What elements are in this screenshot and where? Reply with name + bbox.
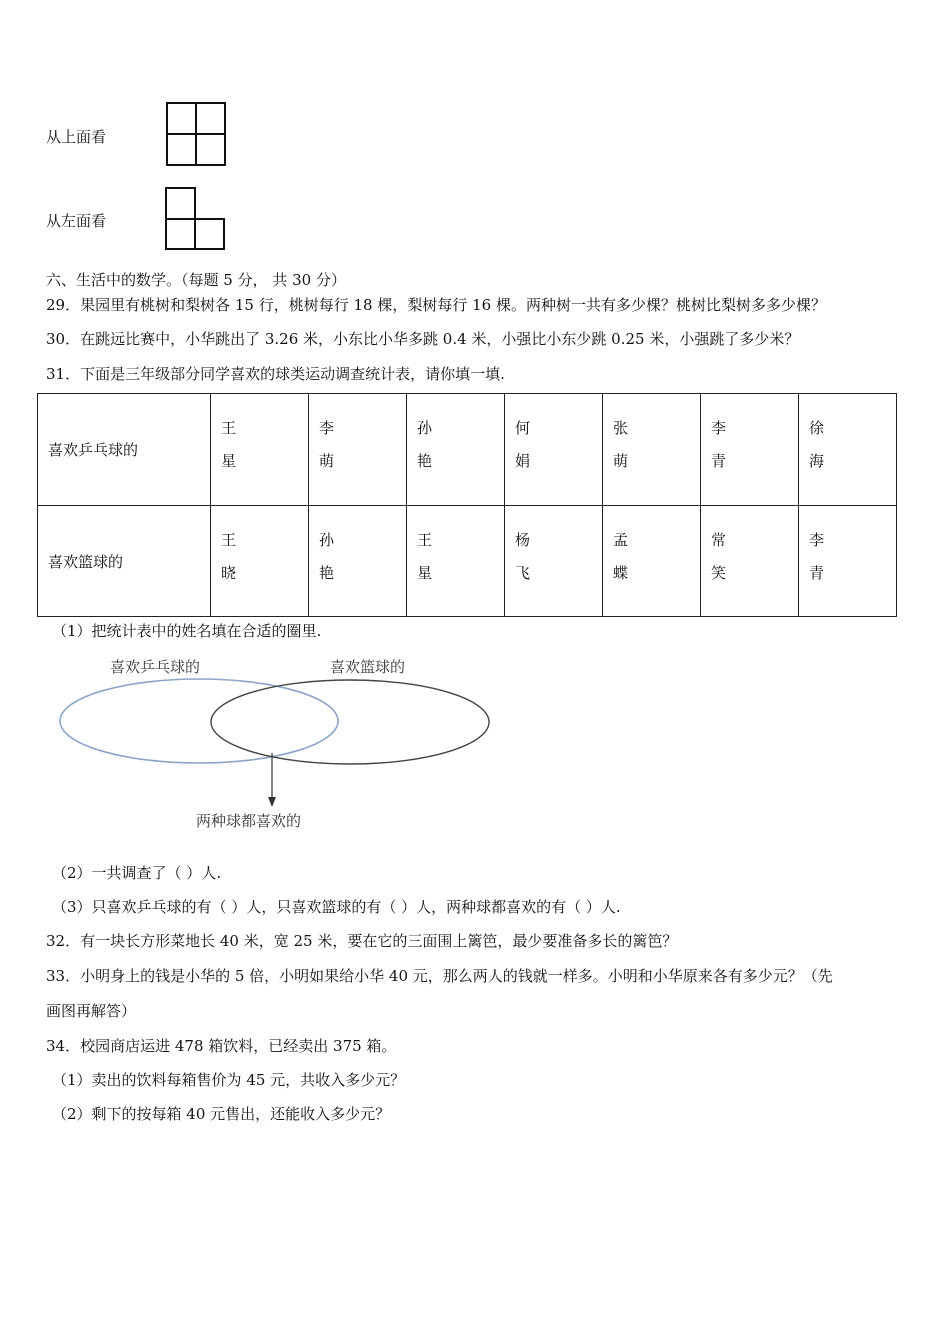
name-cell: 何 娟: [504, 394, 602, 506]
question-31: 31．下面是三年级部分同学喜欢的球类运动调查统计表，请你填一填.: [46, 365, 505, 383]
top-view-figure: [165, 101, 227, 167]
name-cell: 孙 艳: [406, 394, 504, 506]
row-label-pingpong: 喜欢乒乓球的: [38, 394, 211, 506]
venn-right-label: 喜欢篮球的: [330, 658, 406, 676]
name-cell: 杨 飞: [504, 506, 602, 617]
venn-right-circle: [211, 680, 489, 764]
name-cell: 徐 海: [798, 394, 896, 506]
venn-both-label: 两种球都喜欢的: [196, 812, 302, 830]
section6-heading: 六、生活中的数学。（每题 5 分， 共 30 分）: [46, 271, 346, 289]
question-30: 30．在跳远比赛中，小华跳出了 3.26 米，小东比小华多跳 0.4 米，小强比小东少跳 0.25 米，小强跳了多少米？: [46, 330, 800, 348]
question-34: 34．校园商店运进 478 箱饮料，已经卖出 375 箱。: [46, 1037, 397, 1055]
venn-arrow-head: [268, 797, 276, 807]
name-cell: 孟 蝶: [602, 506, 700, 617]
question-31-sub3: （3）只喜欢乒乓球的有（ ）人，只喜欢篮球的有（ ）人，两种球都喜欢的有（ ）人.: [52, 898, 621, 916]
question-34-sub2: （2）剩下的按每箱 40 元售出，还能收入多少元？: [52, 1105, 391, 1123]
name-cell: 李 青: [798, 506, 896, 617]
question-32: 32．有一块长方形菜地长 40 米，宽 25 米，要在它的三面围上篱笆，最少要准备多长的篱笆？: [46, 932, 678, 950]
name-cell: 常 笑: [700, 506, 798, 617]
survey-table: [37, 393, 897, 617]
name-cell: 王 晓: [210, 506, 308, 617]
name-cell: 孙 艳: [308, 506, 406, 617]
question-33-line1: 33．小明身上的钱是小华的 5 倍，小明如果给小华 40 元，那么两人的钱就一样多。小明和小华原来各有多少元？（先: [46, 967, 833, 985]
question-29: 29．果园里有桃树和梨树各 15 行，桃树每行 18 棵，梨树每行 16 棵。两种树一共有多少棵？桃树比梨树多多少棵？: [46, 296, 826, 314]
question-34-sub1: （1）卖出的饮料每箱售价为 45 元，共收入多少元？: [52, 1071, 406, 1089]
view-top-label: 从上面看: [46, 128, 107, 146]
name-cell: 王 星: [406, 506, 504, 617]
name-cell: 李 青: [700, 394, 798, 506]
left-view-figure: [164, 186, 226, 252]
name-cell: 张 萌: [602, 394, 700, 506]
name-cell: 王 星: [210, 394, 308, 506]
name-cell: 李 萌: [308, 394, 406, 506]
venn-left-label: 喜欢乒乓球的: [110, 658, 201, 676]
venn-diagram: [55, 675, 500, 815]
view-left-label: 从左面看: [46, 212, 107, 230]
table-row: [38, 506, 897, 617]
question-31-sub1: （1）把统计表中的姓名填在合适的圈里.: [52, 622, 322, 640]
question-31-sub2: （2）一共调查了（ ）人.: [52, 864, 222, 882]
row-label-basketball: 喜欢篮球的: [38, 506, 211, 617]
question-33-line2: 画图再解答）: [46, 1002, 137, 1020]
venn-left-circle: [60, 679, 338, 763]
table-row: [38, 394, 897, 506]
